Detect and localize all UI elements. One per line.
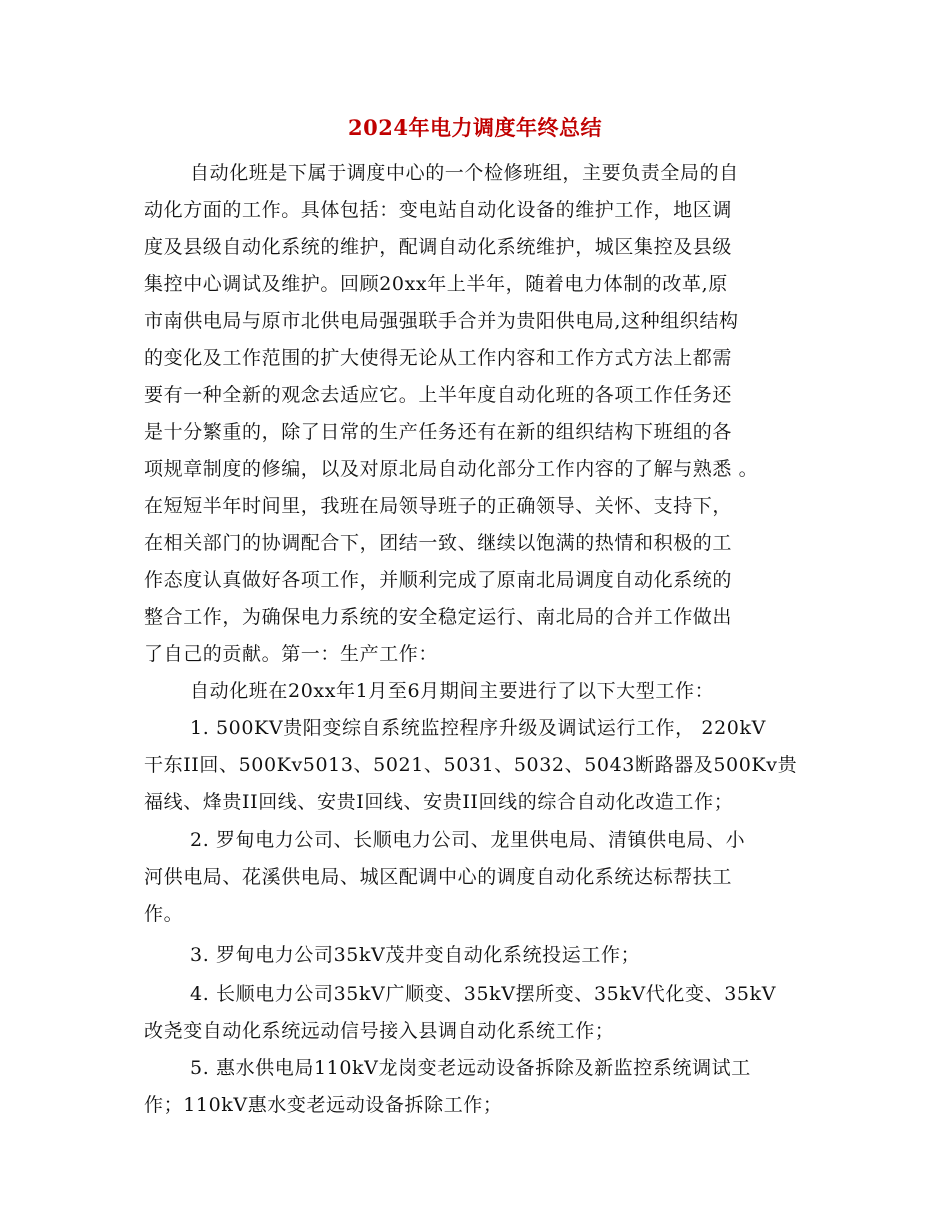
paragraph-line: 的变化及工作范围的扩大使得无论从工作内容和工作方式方法上都需 (144, 347, 733, 369)
paragraph-line: 集控中心调试及维护。回顾20xx年上半年，随着电力体制的改革,原 (144, 273, 728, 295)
list-item-line: 2. 罗甸电力公司、长顺电力公司、龙里供电局、清镇供电局、小 (190, 829, 746, 851)
list-item-line: 改尧变自动化系统远动信号接入县调自动化系统工作； (144, 1020, 615, 1042)
list-item-line: 作。 (144, 903, 184, 925)
paragraph-line: 度及县级自动化系统的维护，配调自动化系统维护，城区集控及县级 (144, 236, 733, 258)
list-item-line: 3. 罗甸电力公司35kV茂井变自动化系统投运工作； (190, 944, 641, 966)
list-item-line: 福线、烽贵II回线、安贵I回线、安贵II回线的综合自动化改造工作； (144, 791, 734, 813)
list-item-line: 4. 长顺电力公司35kV广顺变、35kV摆所变、35kV代化变、35kV (190, 983, 777, 1005)
paragraph-line: 市南供电局与原市北供电局强强联手合并为贵阳供电局,这种组织结构 (144, 310, 739, 332)
paragraph-line: 是十分繁重的，除了日常的生产任务还有在新的组织结构下班组的各 (144, 421, 733, 443)
paragraph-line: 作态度认真做好各项工作，并顺利完成了原南北局调度自动化系统的 (144, 569, 733, 591)
paragraph-line: 在短短半年时间里，我班在局领导班子的正确领导、关怀、支持下， (144, 495, 733, 517)
list-item-line: 河供电局、花溪供电局、城区配调中心的调度自动化系统达标帮扶工 (144, 866, 733, 888)
paragraph-line: 了自己的贡献。第一：生产工作： (144, 643, 439, 665)
paragraph-line: 在相关部门的协调配合下，团结一致、继续以饱满的热情和积极的工 (144, 532, 733, 554)
list-item-line: 1. 500KV贵阳变综自系统监控程序升级及调试运行工作， 220kV (190, 717, 766, 739)
paragraph-line: 自动化班是下属于调度中心的一个检修班组，主要负责全局的自 (190, 162, 739, 184)
list-item-line: 干东II回、500Kv5013、5021、5031、5032、5043断路器及500Kv贵 (144, 754, 798, 776)
paragraph-line: 动化方面的工作。具体包括：变电站自动化设备的维护工作，地区调 (144, 199, 733, 221)
list-item-line: 5. 惠水供电局110kV龙岗变老远动设备拆除及新监控系统调试工 (190, 1057, 751, 1079)
paragraph-line: 整合工作，为确保电力系统的安全稳定运行、南北局的合并工作做出 (144, 606, 733, 628)
paragraph-line: 项规章制度的修编，以及对原北局自动化部分工作内容的了解与熟悉 。 (144, 458, 759, 480)
paragraph-line: 自动化班在20xx年1月至6月期间主要进行了以下大型工作： (190, 680, 715, 702)
paragraph-line: 要有一种全新的观念去适应它。上半年度自动化班的各项工作任务还 (144, 384, 733, 406)
document-title: 2024年电力调度年终总结 (348, 115, 602, 140)
list-item-line: 作；110kV惠水变老远动设备拆除工作； (144, 1094, 503, 1116)
